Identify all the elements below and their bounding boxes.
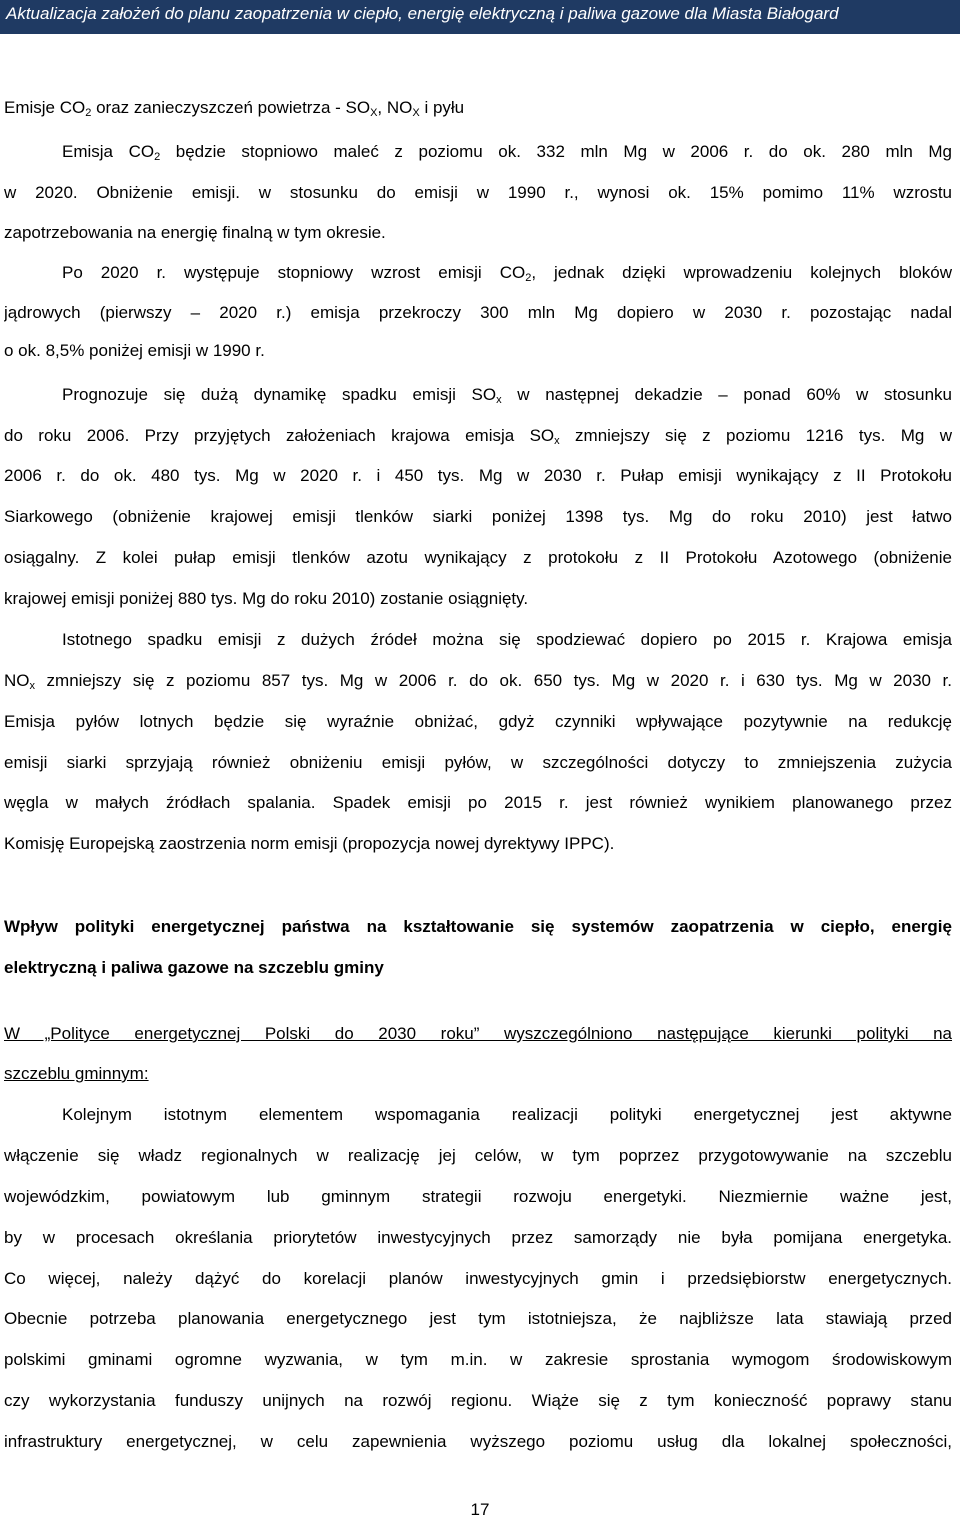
paragraph-line: włączenie się władz regionalnych w realizację jej celów, w tym poprzez przygotowywanie na szczeblu (4, 1146, 952, 1165)
heading-part: i pyłu (419, 98, 465, 117)
page-header (0, 0, 960, 34)
underlined-intro: szczeblu gminnym: (4, 1064, 149, 1083)
section-heading-energy-policy-cont: elektryczną i paliwa gazowe na szczeblu gminy (4, 958, 384, 977)
paragraph-line: o ok. 8,5% poniżej emisji w 1990 r. (4, 341, 265, 360)
heading-part: , NO (377, 98, 413, 117)
paragraph-line: 2006 r. do ok. 480 tys. Mg w 2020 r. i 450 tys. Mg w 2030 r. Pułap emisji wynikający z II Protokołu (4, 466, 952, 485)
header-title: Aktualizacja założeń do planu zaopatrzenia w ciepło, energię elektryczną i paliwa gazowe dla Miasta Białogard (6, 4, 839, 23)
heading-part: oraz zanieczyszczeń powietrza - SO (91, 98, 371, 117)
section-heading-energy-policy: Wpływ polityki energetycznej państwa na kształtowanie się systemów zaopatrzenia w ciepło, energię (4, 917, 952, 936)
subscript: 2 (154, 151, 161, 163)
paragraph-line: Co więcej, należy dążyć do korelacji planów inwestycyjnych gmin i przedsiębiorstw energetycznych. (4, 1269, 952, 1288)
text-part: Prognozuje się dużą dynamikę spadku emisji SO (62, 385, 497, 404)
text-part: zmniejszy się z poziomu 857 tys. Mg w 2006 r. do ok. 650 tys. Mg w 2020 r. i 630 tys. Mg w 2030 r. (35, 671, 952, 690)
paragraph-line: polskimi gminami ogromne wyzwania, w tym m.in. w zakresie sprostania wymogom środowiskowym (4, 1350, 952, 1369)
paragraph-line: Emisja pyłów lotnych będzie się wyraźnie obniżać, gdyż czynniki wpływające pozytywnie na redukcję (4, 712, 952, 731)
subscript: x (554, 435, 560, 447)
paragraph-line: Istotnego spadku emisji z dużych źródeł można się spodziewać dopiero po 2015 r. Krajowa emisja (62, 630, 952, 649)
subscript: 2 (525, 272, 532, 284)
section-heading-emissions (4, 98, 952, 118)
text-part: do roku 2006. Przy przyjętych założeniach krajowa emisja SO (4, 426, 555, 445)
paragraph-line (4, 670, 952, 692)
paragraph-line: by w procesach określania priorytetów inwestycyjnych przez samorządy nie była pomijana energetyka. (4, 1228, 952, 1247)
paragraph-line (4, 384, 952, 406)
subscript: x (29, 680, 35, 692)
underlined-intro: W „Polityce energetycznej Polski do 2030 roku” wyszczególniono następujące kierunki polityki na (4, 1024, 952, 1043)
paragraph-line: Siarkowego (obniżenie krajowej emisji tlenków siarki poniżej 1398 tys. Mg do roku 2010) jest łatwo (4, 507, 952, 526)
paragraph-line: zapotrzebowania na energię finalną w tym okresie. (4, 223, 386, 242)
text-part: Emisja CO (62, 142, 155, 161)
paragraph-line: w 2020. Obniżenie emisji. w stosunku do emisji w 1990 r., wynosi ok. 15% pomimo 11% wzrostu (4, 183, 952, 202)
paragraph-line: infrastruktury energetycznej, w celu zapewnienia wyższego poziomu usług dla lokalnej społeczności, (4, 1432, 952, 1451)
heading-part: Emisje CO (4, 98, 86, 117)
paragraph-line (4, 141, 952, 163)
paragraph-line: emisji siarki sprzyjają również obniżeniu emisji pyłów, w szczególności dotyczy to zmniejszenia zużycia (4, 753, 952, 772)
text-part: w następnej dekadzie – ponad 60% w stosunku (501, 385, 952, 404)
paragraph-line (4, 425, 952, 447)
heading-subscript: X (370, 107, 378, 119)
paragraph-line: Obecnie potrzeba planowania energetycznego jest tym istotniejsza, że najbliższe lata stawiają przed (4, 1309, 952, 1328)
subscript: x (496, 394, 502, 406)
paragraph-line: Komisję Europejską zaostrzenia norm emisji (propozycja nowej dyrektywy IPPC). (4, 834, 615, 853)
paragraph-line: węgla w małych źródłach spalania. Spadek emisji po 2015 r. jest również wynikiem planowanego przez (4, 793, 952, 812)
paragraph-line (4, 262, 952, 284)
page-number: 17 (470, 1500, 490, 1519)
paragraph-line: jądrowych (pierwszy – 2020 r.) emisja przekroczy 300 mln Mg dopiero w 2030 r. pozostając nadal (4, 303, 952, 322)
paragraph-line: krajowej emisji poniżej 880 tys. Mg do roku 2010) zostanie osiągnięty. (4, 589, 529, 608)
text-part: NO (4, 671, 30, 690)
text-part: będzie stopniowo maleć z poziomu ok. 332 mln Mg w 2006 r. do ok. 280 mln Mg (160, 142, 952, 161)
text-part: , jednak dzięki wprowadzeniu kolejnych bloków (531, 263, 952, 282)
paragraph-line: Kolejnym istotnym elementem wspomagania realizacji polityki energetycznej jest aktywne (62, 1105, 952, 1124)
heading-subscript: 2 (85, 107, 92, 119)
paragraph-line: osiągalny. Z kolei pułap emisji tlenków azotu wynikający z protokołu z II Protokołu Azotowego (obniżenie (4, 548, 952, 567)
paragraph-line: wojewódzkim, powiatowym lub gminnym strategii rozwoju energetyki. Niezmiernie ważne jest, (4, 1187, 952, 1206)
paragraph-line: czy wykorzystania funduszy unijnych na rozwój regionu. Wiąże się z tym konieczność poprawy stanu (4, 1391, 952, 1410)
text-part: zmniejszy się z poziomu 1216 tys. Mg w (559, 426, 952, 445)
text-part: Po 2020 r. występuje stopniowy wzrost emisji CO (62, 263, 526, 282)
heading-subscript: X (412, 107, 420, 119)
